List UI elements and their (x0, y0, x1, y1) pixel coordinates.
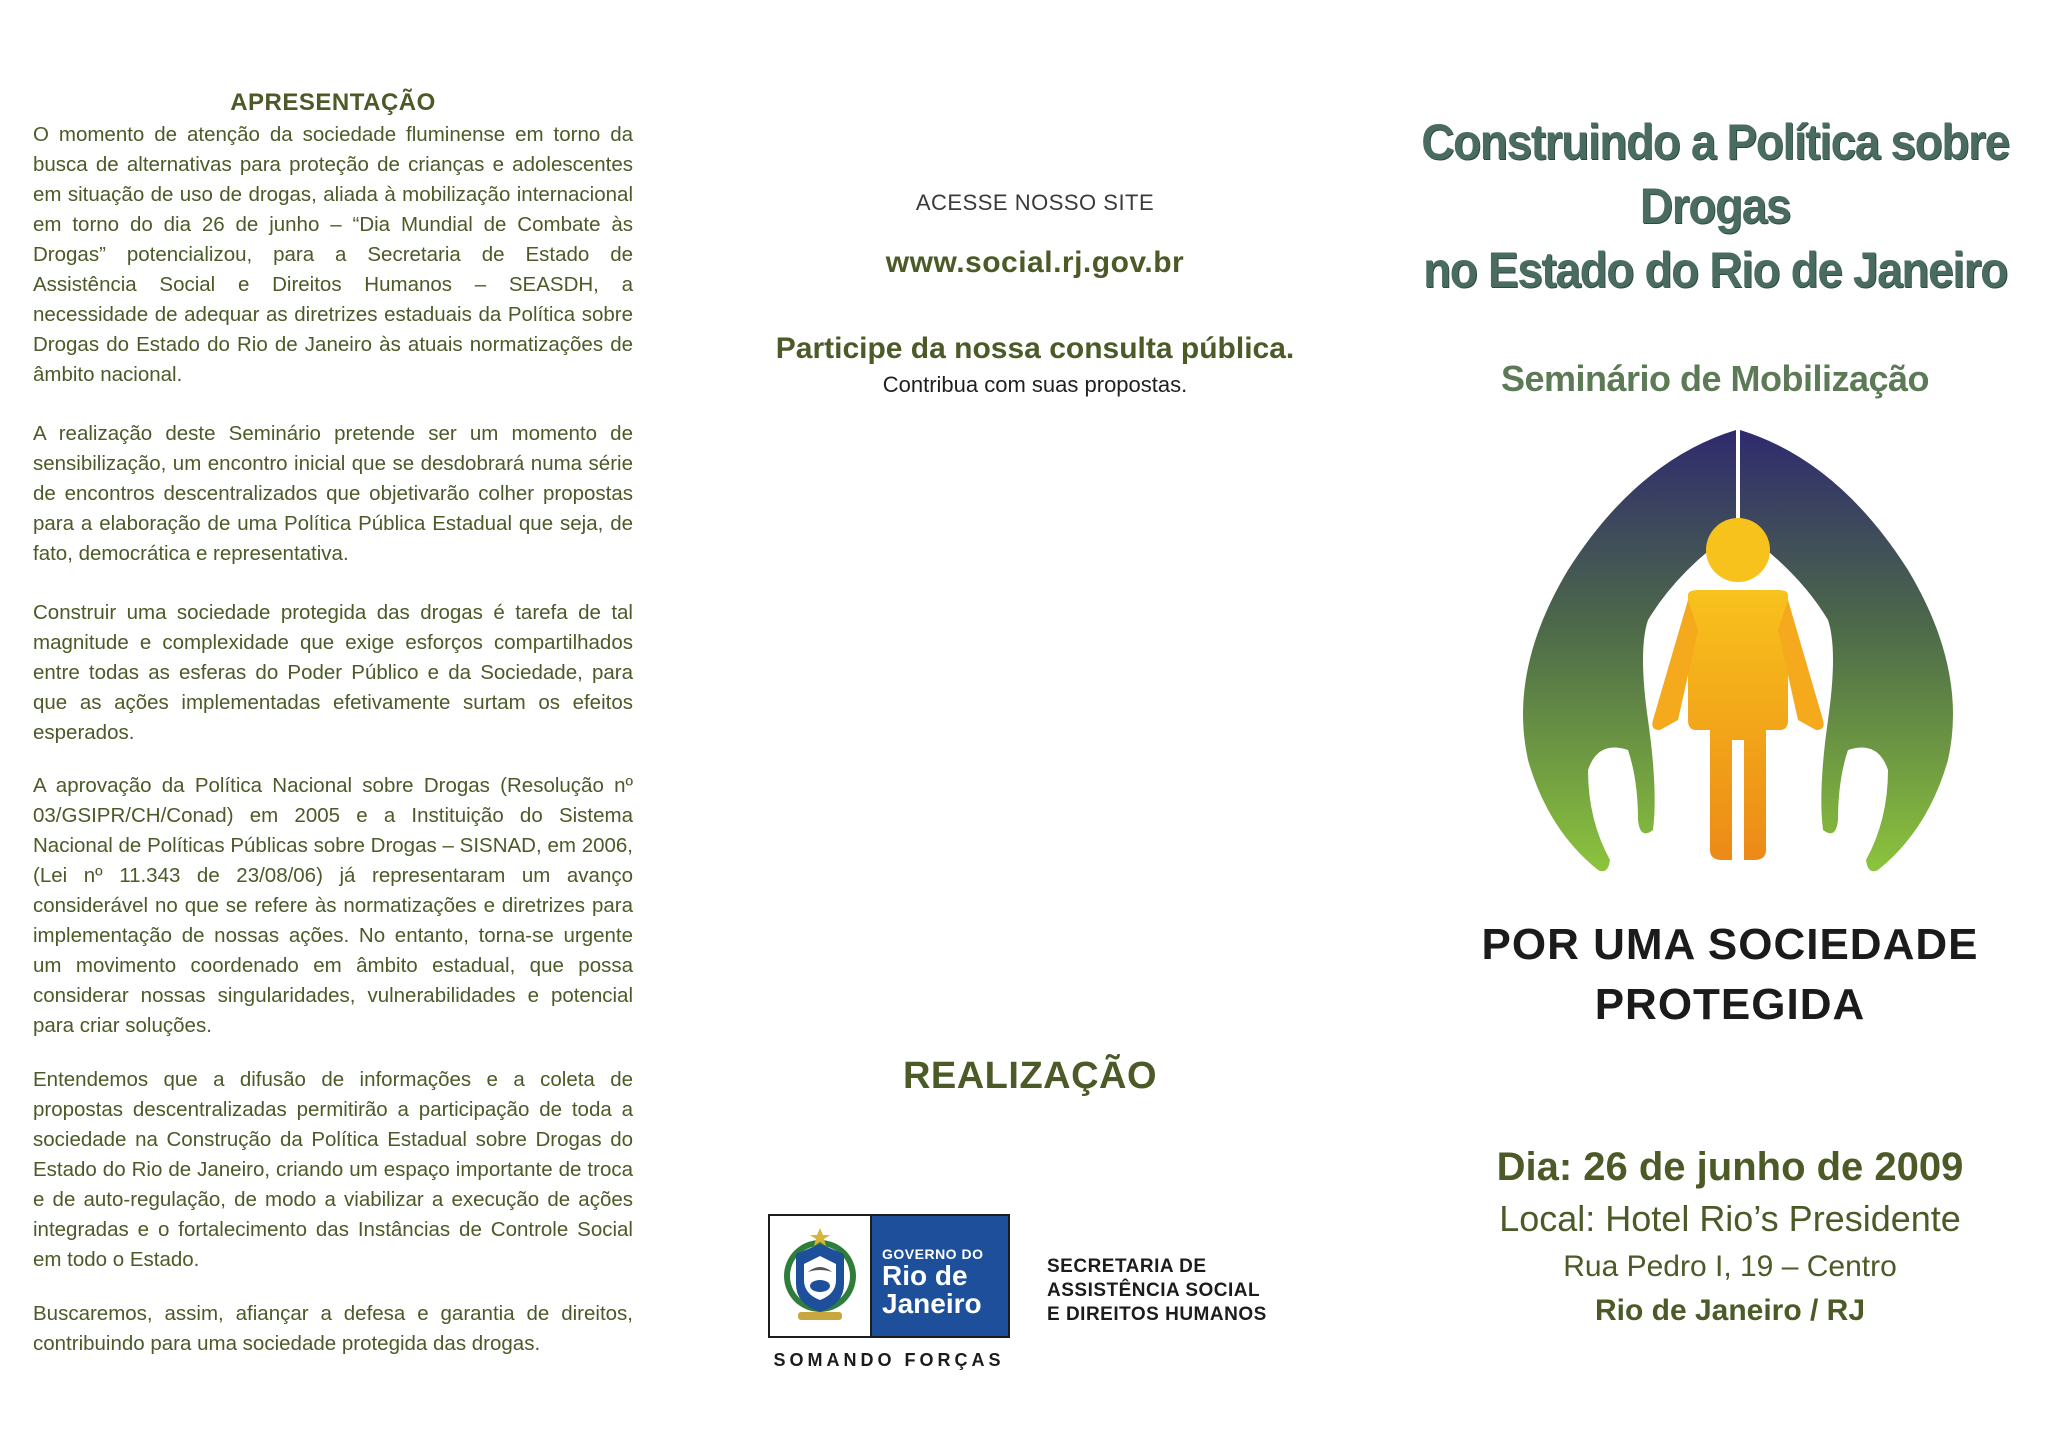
government-logo (768, 1214, 1010, 1338)
secretaria-line1: SECRETARIA DE (1047, 1256, 1207, 1277)
event-date: Dia: 26 de junho de 2009 (1496, 1145, 1964, 1189)
cover-title-line2: no Estado do Rio de Janeiro (1423, 242, 2007, 298)
cover-subtitle: Seminário de Mobilização (1500, 358, 1930, 399)
event-venue: Local: Hotel Rio’s Presidente (1499, 1198, 1961, 1239)
gov-line2: Rio de (882, 1260, 968, 1291)
presentation-paragraph-4: A aprovação da Política Nacional sobre Drogas (Resolução nº 03/GSIPR/CH/Conad) em 2005 e a Instituição do Sistema Nacional de Políticas Públicas sobre Drogas – SISNAD, em 2006, (Lei nº 11.343 de 23/08/06) já representaram um avanço considerável no que se refere às normatizações e diretrizes para implementação de nossas ações. No entanto, torna-se urgente um movimento coordenado em âmbito estadual, que possa considerar nossas singularidades, vulnerabilidades e potencial para criar soluções. (33, 774, 633, 1037)
event-address: Rua Pedro I, 19 – Centro (1563, 1250, 1897, 1283)
realizacao-heading: REALIZAÇÃO (902, 1055, 1158, 1097)
slogan-line1: POR UMA SOCIEDADE (1481, 920, 1979, 969)
contribua-text: Contribua com suas propostas. (882, 372, 1188, 397)
figure-head-icon (1706, 518, 1770, 582)
presentation-paragraph-5: Entendemos que a difusão de informações e a coleta de propostas descentralizadas permitirão a participação de toda a sociedade na Construção da Política Estadual sobre Drogas do Estado do Rio de Janeiro, criando um espaço importante de troca e de auto-regulação, de modo a viabilizar a execução de ações integradas e o fortalecimento das Instâncias de Controle Social em todo o Estado. (33, 1068, 633, 1271)
contact-column (740, 180, 1330, 398)
cover-column (1390, 110, 2040, 400)
somando-forcas-tagline: SOMANDO FORÇAS (773, 1350, 1005, 1370)
presentation-column (33, 88, 633, 1388)
government-wordmark (872, 1216, 1008, 1336)
cover-title-line1: Construindo a Política sobre Drogas (1421, 114, 2009, 234)
presentation-paragraph-3: Construir uma sociedade protegida das drogas é tarefa de tal magnitude e complexidade que exige esforços compartilhados entre todas as esferas do Poder Público e da Sociedade, para que as ações implementadas efetivamente surtam os efeitos esperados. (33, 601, 633, 744)
presentation-paragraph-6: Buscaremos, assim, afiançar a defesa e garantia de direitos, contribuindo para uma sociedade protegida das drogas. (33, 1302, 633, 1355)
cover-title (1416, 110, 2014, 302)
secretaria-name (1047, 1255, 1337, 1327)
secretaria-line2: ASSISTÊNCIA SOCIAL (1047, 1280, 1261, 1301)
slogan (1440, 915, 2020, 1035)
protective-hands-icon (1488, 420, 1988, 882)
event-city: Rio de Janeiro / RJ (1594, 1294, 1866, 1327)
gov-line3: Janeiro (882, 1288, 982, 1319)
event-details (1440, 1140, 2020, 1332)
consulta-heading: Participe da nossa consulta pública. (775, 332, 1295, 365)
gov-line1: GOVERNO DO (882, 1246, 984, 1262)
secretaria-line3: E DIREITOS HUMANOS (1047, 1304, 1267, 1325)
presentation-paragraph-2: A realização deste Seminário pretende ser um momento de sensibilização, um encontro inicial que se desdobrará numa série de encontros descentralizados que objetivarão colher propostas para a elaboração de uma Política Pública Estadual que seja, de fato, democrática e representativa. (33, 422, 633, 565)
presentation-paragraph-1: O momento de atenção da sociedade fluminense em torno da busca de alternativas para proteção de crianças e adolescentes em situação de uso de drogas, aliada à mobilização internacional em torno do dia 26 de junho – “Dia Mundial de Combate às Drogas” potencializou, para a Secretaria de Estado de Assistência Social e Direitos Humanos – SEASDH, a necessidade de adequar as diretrizes estaduais da Política sobre Drogas do Estado do Rio de Janeiro às atuais normatizações de âmbito nacional. (33, 123, 633, 386)
slogan-line2: PROTEGIDA (1594, 980, 1866, 1029)
site-url-link[interactable]: www.social.rj.gov.br (885, 246, 1185, 279)
state-seal-icon (770, 1216, 872, 1336)
presentation-heading: APRESENTAÇÃO (230, 89, 436, 116)
site-label: ACESSE NOSSO SITE (915, 190, 1155, 215)
